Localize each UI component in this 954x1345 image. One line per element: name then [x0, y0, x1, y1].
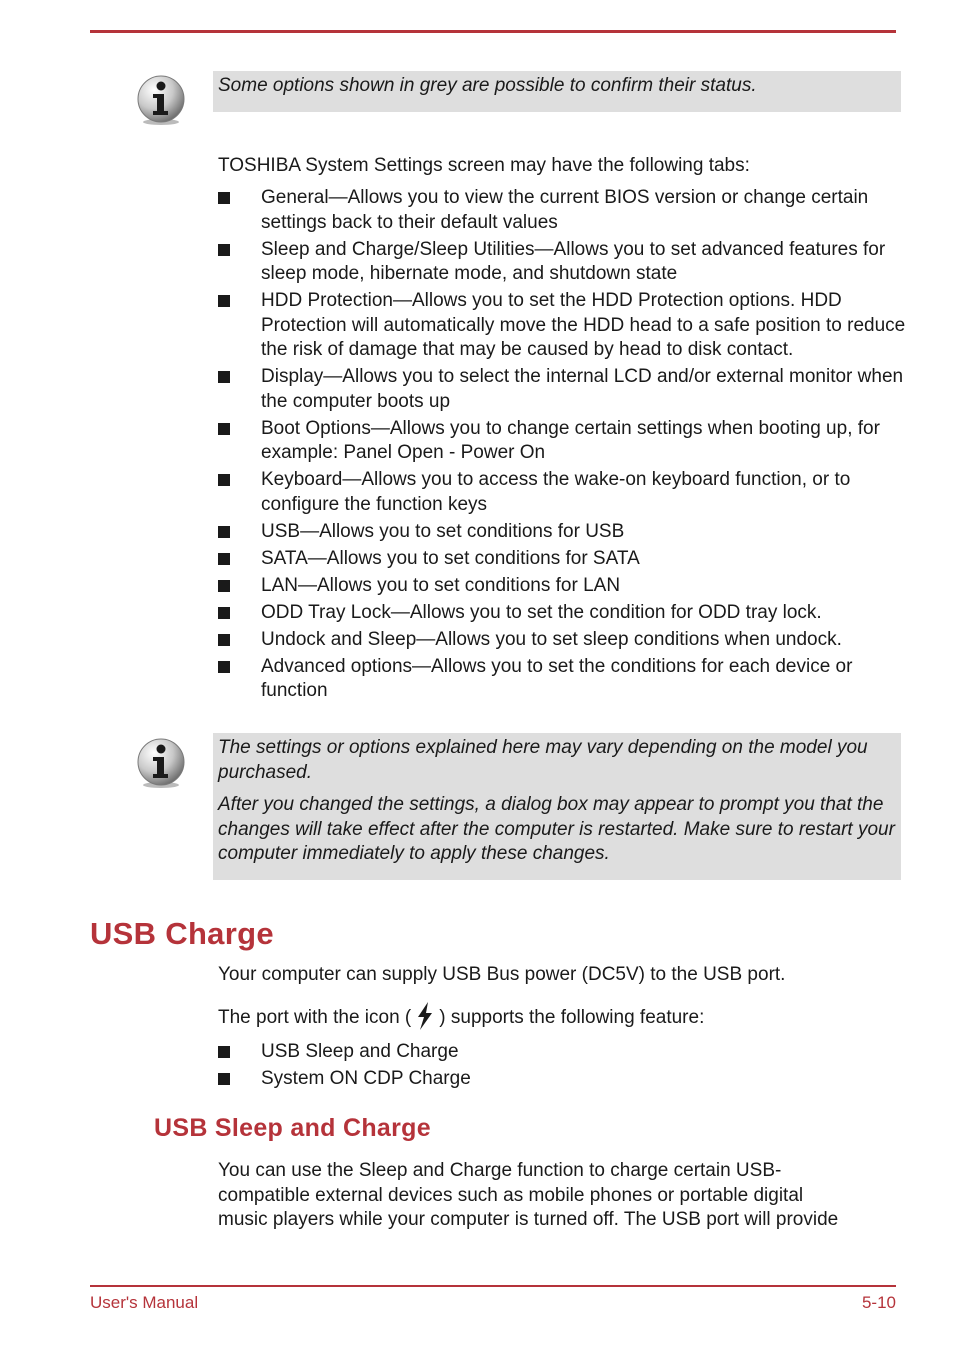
- bullet-square-icon: [218, 295, 230, 307]
- list-item-text: System ON CDP Charge: [261, 1068, 471, 1089]
- usb-charge-port-text: The port with the icon ( ) supports the following feature:: [218, 1001, 704, 1039]
- list-item-text: Display—Allows you to select the internal LCD and/or external monitor when the computer boots up: [261, 366, 904, 412]
- list-item: [218, 520, 908, 545]
- note-text-model: The settings or options explained here may vary depending on the model you purchased.: [218, 737, 868, 783]
- list-item: [218, 1067, 908, 1092]
- bullet-square-icon: [218, 1073, 230, 1085]
- footer-rule: [90, 1285, 896, 1287]
- bullet-square-icon: [218, 423, 230, 435]
- subsection-heading-usb-sleep-charge: USB Sleep and Charge: [154, 1114, 431, 1142]
- list-item: [218, 365, 908, 414]
- paragraph-line: compatible external devices such as mobile phones or portable digital: [218, 1184, 804, 1206]
- usb-features-list: [218, 1040, 908, 1094]
- list-item-text: Advanced options—Allows you to set the conditions for each device or function: [261, 655, 853, 701]
- list-item: [218, 601, 908, 626]
- list-item: [218, 574, 908, 599]
- footer-page-number: 5-10: [861, 1293, 896, 1312]
- list-item: [218, 1040, 908, 1065]
- list-item-text: ODD Tray Lock—Allows you to set the condition for ODD tray lock.: [261, 601, 822, 623]
- list-item-text: LAN—Allows you to set conditions for LAN: [261, 574, 621, 596]
- bullet-square-icon: [218, 607, 230, 619]
- bullet-square-icon: [218, 371, 230, 383]
- bullet-square-icon: [218, 661, 230, 673]
- tabs-list: [218, 186, 908, 706]
- list-item: [218, 655, 908, 704]
- list-item: [218, 238, 908, 287]
- info-icon: [136, 737, 186, 787]
- list-item-text: General—Allows you to view the current BIOS version or change certain settings back to their default values: [261, 187, 869, 233]
- lightning-bolt-icon: [414, 1001, 436, 1039]
- bullet-square-icon: [218, 244, 230, 256]
- bullet-square-icon: [218, 634, 230, 646]
- bullet-square-icon: [218, 192, 230, 204]
- note-text-restart: After you changed the settings, a dialog box may appear to prompt you that the changes will take effect after the computer is restarted. Make sure to restart your computer immediately to apply these changes.: [218, 794, 895, 864]
- section-heading-usb-charge: USB Charge: [90, 916, 274, 951]
- list-item-text: Boot Options—Allows you to change certain settings when booting up, for example: Panel Open - Power On: [261, 417, 880, 463]
- list-item: [218, 186, 908, 235]
- footer-manual-title: User's Manual: [90, 1293, 199, 1312]
- list-item-text: USB Sleep and Charge: [261, 1041, 459, 1062]
- header-rule: [90, 30, 896, 33]
- list-item-text: HDD Protection—Allows you to set the HDD Protection options. HDD Protection will automatically move the HDD head to a safe position to reduce the risk of damage that may be caused by head to disk contact.: [261, 290, 906, 360]
- usb-charge-intro: Your computer can supply USB Bus power (DC5V) to the USB port.: [218, 964, 786, 985]
- list-item: [218, 468, 908, 517]
- bullet-square-icon: [218, 553, 230, 565]
- bullet-square-icon: [218, 526, 230, 538]
- note-text: Some options shown in grey are possible to confirm their status.: [218, 75, 757, 96]
- tabs-intro: TOSHIBA System Settings screen may have the following tabs:: [218, 155, 750, 176]
- list-item-text: USB—Allows you to set conditions for USB: [261, 520, 625, 542]
- list-item: [218, 547, 908, 572]
- list-item: [218, 417, 908, 466]
- paragraph-line: music players while your computer is turned off. The USB port will provide: [218, 1209, 839, 1230]
- list-item: [218, 289, 908, 363]
- usb-sleep-paragraph: [218, 1159, 838, 1233]
- list-item-text: Keyboard—Allows you to access the wake-on keyboard function, or to configure the function keys: [261, 469, 851, 515]
- info-icon: [136, 74, 186, 124]
- list-item: [218, 628, 908, 653]
- note-box-settings: [213, 733, 901, 880]
- list-item-text: Sleep and Charge/Sleep Utilities—Allows you to set advanced features for sleep mode, hibernate mode, and shutdown state: [261, 238, 886, 284]
- bullet-square-icon: [218, 474, 230, 486]
- bullet-square-icon: [218, 1046, 230, 1058]
- list-item-text: Undock and Sleep—Allows you to set sleep conditions when undock.: [261, 628, 842, 650]
- note-box-status: [213, 71, 901, 112]
- list-item-text: SATA—Allows you to set conditions for SATA: [261, 547, 640, 569]
- bullet-square-icon: [218, 580, 230, 592]
- paragraph-line: You can use the Sleep and Charge function to charge certain USB-: [218, 1160, 782, 1181]
